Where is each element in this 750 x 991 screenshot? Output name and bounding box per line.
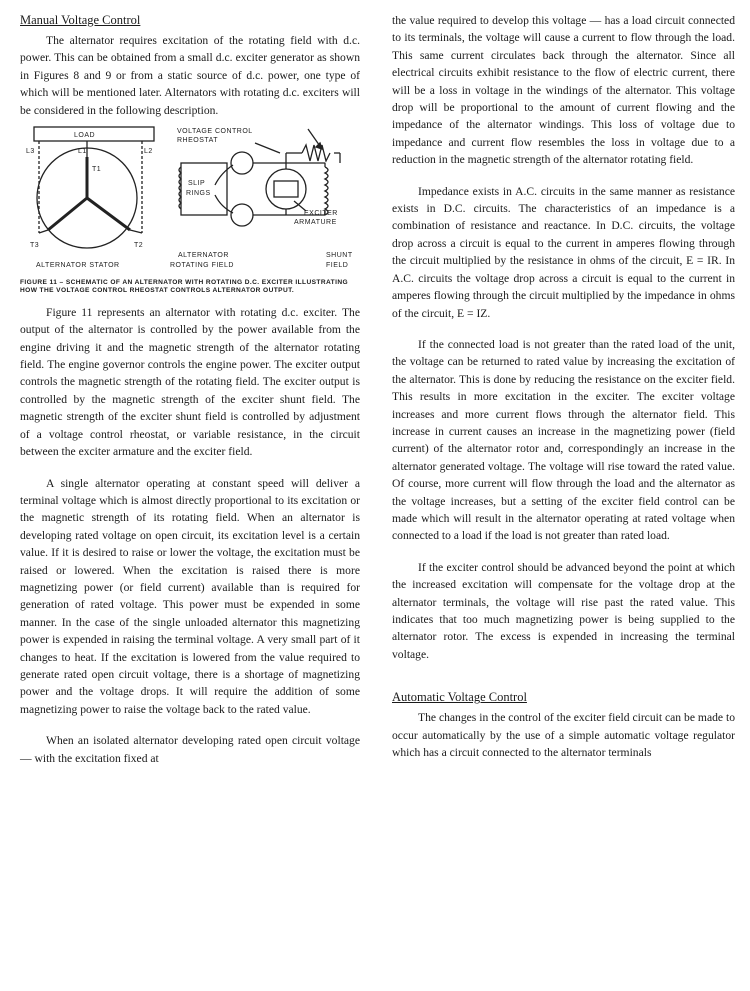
alternator-schematic [20, 123, 360, 275]
label-l1: L1 [78, 148, 87, 156]
label-t3: T3 [30, 242, 40, 250]
label-load: LOAD [74, 132, 96, 140]
figure-caption: FIGURE 11 – SCHEMATIC OF AN ALTERNATOR WITH ROTATING D.C. EXCITER ILLUSTRATING HOW THE VOLTAGE CONTROL RHEOSTAT CONTROLS ALTERNATOR OUTPUT. [20, 279, 349, 295]
slip-ring-bottom [231, 204, 253, 226]
label-shunt-1: SHUNT [326, 252, 353, 260]
paragraph: A single alternator operating at constant speed will deliver a terminal voltage which is almost directly proportional to its excitation or the magnetic strength of its rotating field. When an alternator is developing rated voltage on open circuit, its excitation level is a certain value. If it is desired to raise or lower the voltage, the excitation must be raised or lowered. When the excitation is raised there is more magnetizing power (or field current) available than is required for generation of rated voltage. This power must be expended in some manner. In the case of the single unloaded alternator this magnetizing power is expended in raising the terminal voltage. A very small part of it changes to heat. If the excitation is lowered from the value required to generate rated open circuit voltage, there is a shortage of magnetizing power and the voltage drops. It will require the addition of some magnetizing power to raise the voltage back to the rated value. [20, 476, 360, 716]
label-rotating-2: ROTATING FIELD [170, 262, 234, 270]
label-t1: T1 [92, 166, 102, 174]
left-column [20, 12, 360, 767]
paragraph: If the exciter control should be advanced beyond the point at which the increased excitation will compensate for the voltage drop at the alternator terminals, the voltage will rise past the rated value. This indicates that too much magnetizing power is being supplied to the alternator rotor. The excess is expended in increasing the terminal voltage. [392, 560, 735, 661]
paragraph: When an isolated alternator developing rated open circuit voltage — with the excitation fixed at [20, 734, 360, 765]
paragraph: The alternator requires excitation of the rotating field with d.c. power. This can be obtained from a small d.c. exciter generator as shown in Figures 8 and 9 or from a static source of d.c. power, one type of which will be mentioned later. Alternators with rotating d.c. exciters will be considered in the following description. [20, 34, 360, 117]
paragraph: The changes in the control of the exciter field circuit can be made to occur automatically by the use of a simple automatic voltage regulator which has a circuit connected to the alternator terminals [392, 711, 735, 760]
label-rotating-1: ALTERNATOR [178, 252, 229, 260]
section-heading-automatic: Automatic Voltage Control [392, 690, 527, 705]
section-heading-manual: Manual Voltage Control [20, 13, 141, 27]
paragraph: the value required to develop this voltage — has a load circuit connected to its terminals, the voltage will cause a current to flow through the load. This same current circulates back through the alternator. Since all electrical circuits exhibit resistance to the flow of electric current, there will be a loss in voltage in the windings of the alternator. This voltage drop will be proportional to the amount of current flowing and the impedance of the alternator windings. This loss of voltage due to impedance and current flow resembles the loss in voltage due to a reduction in the magnetic strength of the alternator rotating field. [392, 14, 735, 167]
paragraph: Figure 11 represents an alternator with rotating d.c. exciter. The output of the alternator is controlled by the power available from the engine driving it and the magnetic strength of the alternator rotating field. The engine governor controls the engine power. The exciter output controls the magnetic strength of the rotating field. The exciter output is controlled by the magnetic strength of the exciter shunt field. The magnetic strength of the exciter shunt field is controlled by adjustment of a voltage control rheostat, or variable resistance, in the circuit between the exciter armature and the exciter field. [20, 305, 360, 459]
label-slip-1: SLIP [188, 180, 206, 188]
figure-11 [20, 123, 360, 296]
label-l3: L3 [26, 148, 35, 156]
label-l2: L2 [144, 148, 153, 156]
paragraph: Impedance exists in A.C. circuits in the same manner as resistance exists in D.C. circuits. The characteristics of an impedance is a combination of resistance and reactance. In D.C. circuits, the voltage drop across a circuit is equal to the current in amperes flowing through the circuit multiplied by the resistance in ohms of the circuit, E = IR. In A.C. circuits the voltage drop across a circuit is equal to the current in amperes flowing through the circuit multiplied by the impedance in ohms of the circuit, E = IZ. [392, 184, 735, 320]
right-column [392, 12, 735, 761]
label-rheostat-2: RHEOSTAT [177, 137, 219, 145]
paragraph: If the connected load is not greater than the rated load of the unit, the voltage can be returned to rated value by increasing the excitation of the alternator. This is done by reducing the resistance on the exciter field. This results in more excitation in the exciter. The exciter voltage increases and more current flows through the alternator field. This increase in current causes an increase in the magnetizing power (field current) of the alternator rotor and, correspondingly an increase in the alternator generated voltage. The voltage will rise toward the rated value. Of course, more current will flow through the load and the alternator as the voltage increases, but a setting of the exciter field control can be made which will result in the alternator operating at rated voltage when connected to a load if the load is not greater than rated load. [392, 337, 735, 543]
slip-ring-top [231, 152, 253, 174]
label-exciter-1: EXCITER [304, 210, 338, 218]
label-slip-2: RINGS [186, 190, 211, 198]
label-shunt-2: FIELD [326, 262, 349, 270]
label-t2: T2 [134, 242, 144, 250]
label-rheostat-1: VOLTAGE CONTROL [177, 128, 253, 136]
label-alternator-stator: ALTERNATOR STATOR [36, 262, 120, 270]
label-exciter-2: ARMATURE [294, 219, 337, 227]
